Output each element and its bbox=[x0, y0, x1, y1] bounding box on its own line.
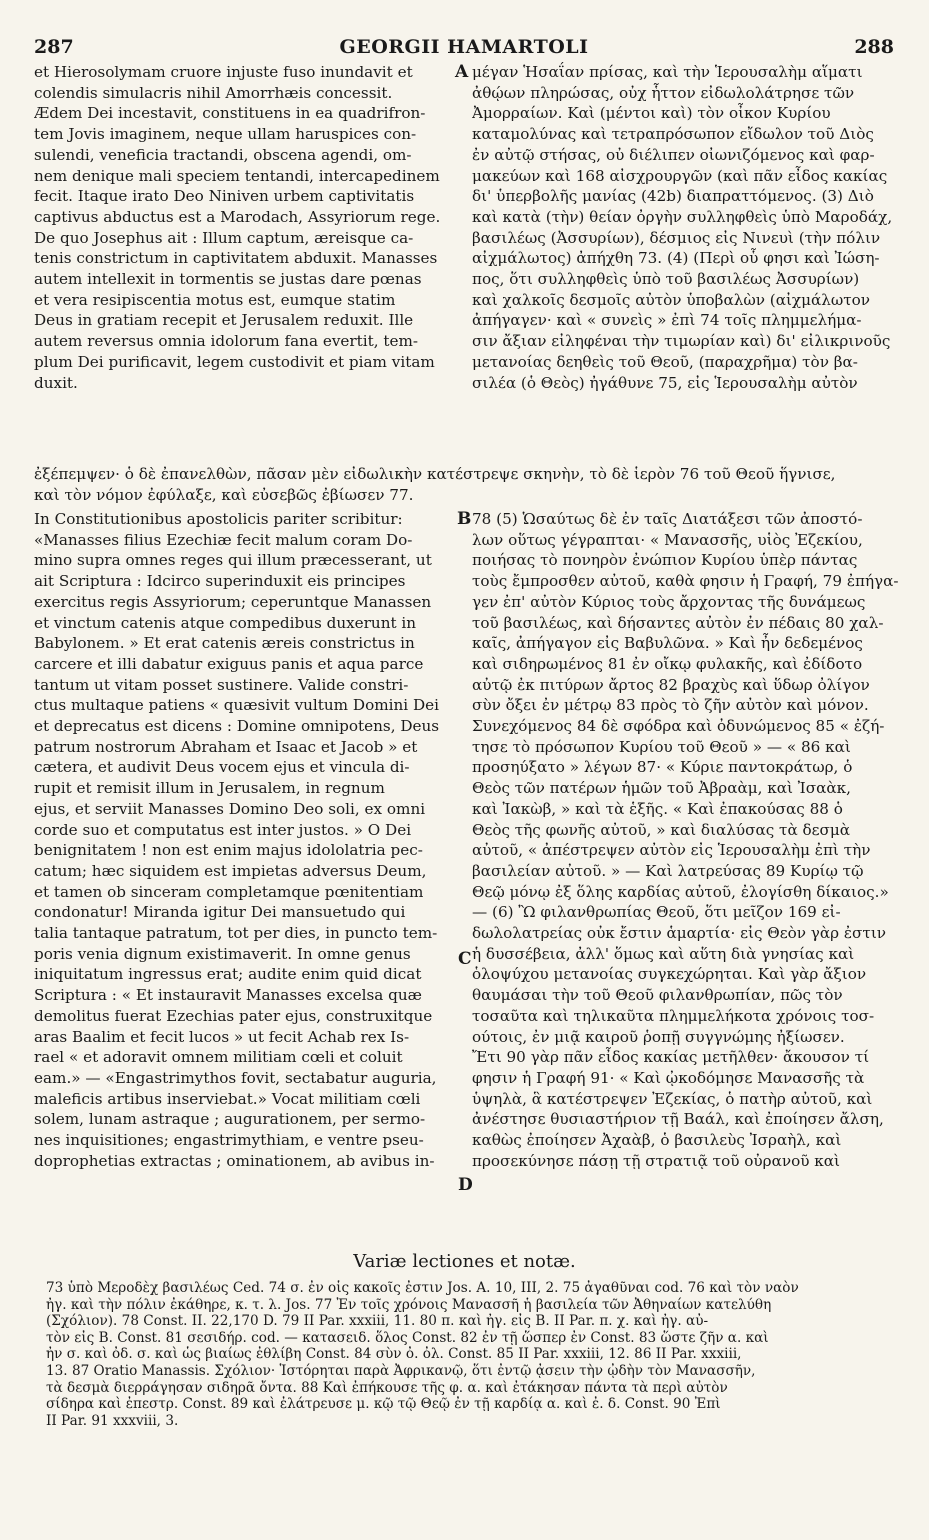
text-line: fecit. Itaque irato Deo Niniven urbem captivitatis bbox=[34, 187, 415, 206]
text-line: τὰ δεσμὰ διερράγησαν σιδηρᾶ ὄντα. 88 Καὶ ἐπήκουσε τῆς φ. α. καὶ ἐτάκησαν πάντα τὰ περὶ αὐτὸν bbox=[46, 1379, 728, 1396]
text-line: δωλολατρείας οὐκ ἔστιν ἁμαρτία· εἰς Θεὸν γὰρ ἐστιν bbox=[472, 924, 887, 943]
text-line: τοῦ βασιλέως, καὶ δήσαντες αὐτὸν ἐν πέδαις 80 χαλ- bbox=[472, 613, 884, 632]
text-line: rupit et remisit illum in Jerusalem, in regnum bbox=[34, 779, 385, 798]
text-line: σίδηρα καὶ ἐπεστρ. Const. 89 καὶ ἐλάτρευσε μ. κῷ τῷ Θεῷ ἐν τῇ καρδίᾳ α. καὶ ἐ. δ. Const. 90 Ἐπὶ bbox=[46, 1396, 721, 1413]
text-line: τοὺς ἔμπροσθεν αὐτοῦ, καθὰ φησιν ἡ Γραφή, 79 ἐπήγα- bbox=[472, 572, 899, 591]
text-line: ἀθῴων πληρώσας, οὐχ ἧττον εἰδωλολάτρησε τῶν bbox=[472, 83, 855, 102]
text-line: καῖς, ἀπήγαγον εἰς Βαβυλῶνα. » Καὶ ἦν δεδεμένος bbox=[472, 634, 863, 653]
text-line: autem intellexit in tormentis se justas dare pœnas bbox=[34, 270, 422, 289]
text-line: λων οὕτως γέγραπται· « Μανασσῆς, υἱὸς Ἐζεκίου, bbox=[472, 530, 863, 549]
text-line: et tamen ob sinceram completamque pœnitentiam bbox=[34, 882, 424, 901]
greek-spanning-text bbox=[34, 464, 904, 505]
text-line: Ἔτι 90 γὰρ πᾶν εἶδος κακίας μετῆλθεν· ἄκουσον τί bbox=[472, 1048, 870, 1067]
text-line: ἀπήγαγεν· καὶ « συνεὶς » ἐπὶ 74 τοῖς πλημμελήμα- bbox=[472, 311, 862, 330]
text-line: βασιλείαν αὐτοῦ. » — Καὶ λατρεύσας 89 Κυρίῳ τῷ bbox=[472, 861, 864, 880]
text-line: ἐν αὐτῷ στήσας, οὐ διέλιπεν οἰωνιζόμενος καὶ φαρ- bbox=[472, 145, 875, 164]
text-line: autem reversus omnia idolorum fana evertit, tem- bbox=[34, 332, 418, 351]
text-line: καὶ χαλκοῖς δεσμοῖς αὐτὸν ὑποβαλὼν (αἰχμάλωτον bbox=[472, 290, 871, 309]
text-line: benignitatem ! non est enim majus idololatria pec- bbox=[34, 841, 423, 860]
text-line: solem, lunam astraque ; augurationem, per sermo- bbox=[34, 1110, 426, 1129]
text-line: Babylonem. » Et erat catenis æreis constrictus in bbox=[34, 634, 415, 653]
text-line: μετανοίας δεηθεὶς τοῦ Θεοῦ, (παραχρῆμα) τὸν βα- bbox=[472, 352, 858, 371]
notes-heading: Variæ lectiones et notæ. bbox=[353, 1251, 576, 1272]
text-line: ἡ δυσσέβεια, ἀλλ' ὅμως καὶ αὕτη διὰ γνησίας καὶ bbox=[472, 944, 855, 963]
text-line: iniquitatum ingressus erat; audite enim quid dicat bbox=[34, 965, 422, 984]
text-line: et vinctum catenis atque compedibus duxerunt in bbox=[34, 613, 417, 632]
page-header bbox=[34, 36, 894, 58]
text-line: Συνεχόμενος 84 δὲ σφόδρα καὶ ὀδυνώμενος 85 « ἐζή- bbox=[472, 717, 885, 736]
text-line: μέγαν Ἡσαΐαν πρίσας, καὶ τὴν Ἱερουσαλὴμ αἵματι bbox=[472, 63, 863, 81]
text-line: — (6) Ὢ φιλανθρωπίας Θεοῦ, ὅτι μεῖζον 169 εἰ- bbox=[472, 903, 841, 922]
text-line: rael « et adoravit omnem militiam cœli et coluit bbox=[34, 1048, 403, 1067]
text-line: mino supra omnes reges qui illum præcesserant, ut bbox=[34, 551, 432, 570]
text-line: catum; hæc siquidem est impietas adversus Deum, bbox=[34, 861, 427, 880]
text-line: καὶ Ἰακὼβ, » καὶ τὰ ἑξῆς. « Καὶ ἐπακούσας 88 ὁ bbox=[472, 799, 843, 818]
text-line: ἦν σ. καὶ ὀδ. σ. καὶ ὡς βιαίως ἐθλίβη Const. 84 σὺν ὀ. ὀλ. Const. 85 II Par. xxxiii, 12. 86 II Par. xxxiii, bbox=[46, 1346, 742, 1363]
text-line: aras Baalim et fecit lucos » ut fecit Achab rex Is- bbox=[34, 1027, 410, 1046]
page-number-right: 288 bbox=[854, 36, 894, 58]
text-line: βασιλέως (Ἀσσυρίων), δέσμιος εἰς Νινευὶ (τὴν πόλιν bbox=[472, 228, 881, 247]
text-line: ait Scriptura : Idcirco superinduxit eis principes bbox=[34, 572, 406, 591]
variant-notes bbox=[46, 1280, 902, 1429]
text-line: Ædem Dei incestavit, constituens in ea quadrifron- bbox=[34, 104, 426, 123]
greek-column-top bbox=[472, 62, 902, 393]
text-line: sulendi, veneficia tractandi, obscena agendi, om- bbox=[34, 145, 412, 164]
text-line: duxit. bbox=[34, 373, 78, 392]
text-line: τοσαῦτα καὶ τηλικαῦτα πλημμελήκοτα χρόνοις τοσ- bbox=[472, 1006, 875, 1025]
text-line: θαυμάσαι τὴν τοῦ Θεοῦ φιλανθρωπίαν, πῶς τὸν bbox=[472, 986, 843, 1005]
text-line: carcere et illi dabatur exiguus panis et aqua parce bbox=[34, 654, 424, 673]
text-line: καθὼς ἐποίησεν Ἀχαὰβ, ὁ βασιλεὺς Ἰσραὴλ, καὶ bbox=[472, 1131, 842, 1150]
text-line: πος, ὅτι συλληφθεὶς ὑπὸ τοῦ βασιλέως Ἀσσυρίων) bbox=[472, 270, 860, 289]
text-line: II Par. 91 xxxviii, 3. bbox=[46, 1412, 179, 1429]
text-line: poris venia dignum existimaverit. In omne genus bbox=[34, 944, 411, 963]
text-line: De quo Josephus ait : Illum captum, æreisque ca- bbox=[34, 228, 414, 247]
text-line: eam.» — «Engastrimythos fovit, sectabatur auguria, bbox=[34, 1068, 437, 1087]
text-line: demolitus fuerat Ezechias pater ejus, construxitque bbox=[34, 1006, 433, 1025]
text-line: et Hierosolymam cruore injuste fuso inundavit et bbox=[34, 63, 413, 81]
text-line: φησιν ἡ Γραφή 91· « Καὶ ᾠκοδόμησε Μανασσῆς τὰ bbox=[472, 1068, 865, 1087]
section-marker-b: B bbox=[457, 509, 472, 529]
text-line: γεν ἐπ' αὐτὸν Κύριος τοὺς ἄρχοντας τῆς δυνάμεως bbox=[472, 592, 866, 611]
text-line: tenis constrictum in captivitatem abduxit. Manasses bbox=[34, 249, 438, 268]
text-line: colendis simulacris nihil Amorrhæis concessit. bbox=[34, 83, 393, 102]
text-line: προσεκύνησε πάσῃ τῇ στρατιᾷ τοῦ οὐρανοῦ καὶ bbox=[472, 1151, 840, 1170]
text-line: προσηύξατο » λέγων 87· « Κύριε παντοκράτωρ, ὁ bbox=[472, 758, 853, 777]
text-line: doprophetias extractas ; ominationem, ab avibus in- bbox=[34, 1151, 435, 1170]
text-line: cætera, et audivit Deus vocem ejus et vincula di- bbox=[34, 758, 410, 777]
text-line: Θεὸς τῆς φωνῆς αὐτοῦ, » καὶ διαλύσας τὰ δεσμὰ bbox=[472, 820, 851, 839]
text-line: nes inquisitiones; engastrimythiam, e ventre pseu- bbox=[34, 1131, 424, 1150]
text-line: αὐτῷ ἐκ πιτύρων ἄρτος 82 βραχὺς καὶ ὕδωρ ὀλίγον bbox=[472, 675, 870, 694]
text-line: Deus in gratiam recepit et Jerusalem reduxit. Ille bbox=[34, 311, 414, 330]
text-line: ἐξέπεμψεν· ὁ δὲ ἐπανελθὼν, πᾶσαν μὲν εἰδωλικὴν κατέστρεψε σκηνὴν, τὸ δὲ ἱερὸν 76 τοῦ Θεοῦ ἥγνισε, bbox=[34, 465, 836, 483]
text-line: captivus abductus est a Marodach, Assyriorum rege. bbox=[34, 207, 441, 226]
text-line: Θεὸς τῶν πατέρων ἡμῶν τοῦ Ἀβραὰμ, καὶ Ἰσαὰκ, bbox=[472, 779, 851, 798]
text-line: ἀνέστησε θυσιαστήριον τῇ Βαάλ, καὶ ἐποίησεν ἄλση, bbox=[472, 1110, 884, 1129]
text-line: «Manasses filius Ezechiæ fecit malum coram Do- bbox=[34, 530, 413, 549]
text-line: 13. 87 Oratio Manassis. Σχόλιον· Ἱστόρηται παρὰ Ἀφρικανῷ, ὅτι ἐντῷ ᾆσειν τὴν ᾠδὴν τὸν Μανασσῆν, bbox=[46, 1362, 756, 1379]
text-line: Scriptura : « Et instauravit Manasses excelsa quæ bbox=[34, 986, 422, 1005]
text-line: ctus multaque patiens « quæsivit vultum Domini Dei bbox=[34, 696, 439, 715]
latin-column-bottom bbox=[34, 509, 452, 1172]
text-line: καὶ κατὰ (τὴν) θείαν ὀργὴν συλληφθεὶς ὑπὸ Μαροδάχ, bbox=[472, 207, 893, 226]
text-line: ούτοις, ἐν μιᾷ καιροῦ ῥοπῇ συγγνώμης ἠξίωσεν. bbox=[472, 1027, 845, 1046]
latin-column-top bbox=[34, 62, 452, 393]
text-line: et vera resipiscentia motus est, eumque statim bbox=[34, 290, 396, 309]
page-number-left: 287 bbox=[34, 36, 74, 58]
section-marker-d: D bbox=[458, 1175, 473, 1195]
text-line: ποιήσας τὸ πονηρὸν ἐνώπιον Κυρίου ὑπὲρ πάντας bbox=[472, 551, 858, 570]
text-line: αὐτοῦ, « ἀπέστρεψεν αὐτὸν εἰς Ἱερουσαλὴμ ἐπὶ τὴν bbox=[472, 841, 871, 860]
text-line: καταμολύνας καὶ τετραπρόσωπον εἴδωλον τοῦ Διὸς bbox=[472, 125, 874, 144]
text-line: In Constitutionibus apostolicis pariter scribitur: bbox=[34, 510, 403, 528]
text-line: maleficis artibus inserviebat.» Vocat militiam cœli bbox=[34, 1089, 421, 1108]
section-marker-a: A bbox=[455, 62, 469, 82]
text-line: αἰχμάλωτος) ἀπήχθη 73. (4) (Περὶ οὗ φησι καὶ Ἰώση- bbox=[472, 249, 880, 268]
text-line: patrum nostrorum Abraham et Isaac et Jacob » et bbox=[34, 737, 418, 756]
text-line: tantum ut vitam posset sustinere. Valide constri- bbox=[34, 675, 409, 694]
text-line: tem Jovis imaginem, neque ullam haruspices con- bbox=[34, 125, 417, 144]
text-line: σιλέα (ὁ Θεὸς) ἠγάθυνε 75, εἰς Ἱερουσαλὴμ αὐτὸν bbox=[472, 373, 858, 392]
text-line: 78 (5) Ὡσαύτως δὲ ἐν ταῖς Διατάξεσι τῶν ἀποστό- bbox=[472, 510, 863, 528]
text-line: τησε τὸ πρόσωπον Κυρίου τοῦ Θεοῦ » — « 86 καὶ bbox=[472, 737, 851, 756]
text-line: τὸν εἰς B. Const. 81 σεσιδήρ. cod. — κατασειδ. ὅλος Const. 82 ἐν τῇ ὥσπερ ἐν Const. 83 ὥστε ζῆν α. καὶ bbox=[46, 1329, 769, 1346]
text-line: nem denique mali speciem tentandi, intercapedinem bbox=[34, 166, 440, 185]
section-marker-c: C bbox=[458, 949, 472, 969]
text-line: exercitus regis Assyriorum; ceperuntque Manassen bbox=[34, 592, 432, 611]
text-line: corde suo et computatus est inter justos. » O Dei bbox=[34, 820, 412, 839]
text-line: 73 ὑπὸ Μεροδὲχ βασιλέως Ced. 74 σ. ἐν οἷς κακοῖς ἐστιν Jos. A. 10, III, 2. 75 ἀγαθῦναι cod. 76 καὶ τὸν ναὸν bbox=[46, 1280, 799, 1296]
text-line: plum Dei purificavit, legem custodivit et piam vitam bbox=[34, 352, 435, 371]
text-line: δι' ὑπερβολῆς μανίας (42b) διαπραττόμενος. (3) Διὸ bbox=[472, 187, 874, 206]
text-line: et deprecatus est dicens : Domine omnipotens, Deus bbox=[34, 717, 440, 736]
text-line: μακεύων καὶ 168 αἰσχρουργῶν (καὶ πᾶν εἶδος κακίας bbox=[472, 166, 888, 185]
text-line: (Σχόλιον). 78 Const. II. 22,170 D. 79 II Par. xxxiii, 11. 80 π. καὶ ἠγ. εἰς B. II Par. π. χ. καὶ ἠγ. αὐ- bbox=[46, 1313, 709, 1330]
text-line: καὶ σιδηρωμένος 81 ἐν οἴκῳ φυλακῆς, καὶ ἐδίδοτο bbox=[472, 654, 863, 673]
text-line: talia tantaque patratum, tot per dies, in puncto tem- bbox=[34, 924, 438, 943]
text-line: σὺν ὄξει ἐν μέτρῳ 83 πρὸς τὸ ζῆν αὐτὸν καὶ μόνον. bbox=[472, 696, 869, 715]
text-line: καὶ τὸν νόμον ἐφύλαξε, καὶ εὐσεβῶς ἐβίωσεν 77. bbox=[34, 485, 414, 504]
running-title: GEORGII HAMARTOLI bbox=[339, 36, 589, 58]
text-line: ὑψηλὰ, ἃ κατέστρεψεν Ἐζεκίας, ὁ πατὴρ αὐτοῦ, καὶ bbox=[472, 1089, 873, 1108]
text-line: σιν ἄξιαν εἰληφέναι τὴν τιμωρίαν καὶ) δι' εἰλικρινοῦς bbox=[472, 332, 891, 351]
greek-column-bottom bbox=[472, 509, 902, 1172]
text-line: ἠγ. καὶ τὴν πόλιν ἐκάθηρε, κ. τ. λ. Jos. 77 Ἐν τοῖς χρόνοις Μανασσῆ ἡ βασιλεία τῶν Ἀθηναίων κατελύθη bbox=[46, 1296, 772, 1313]
text-line: Θεῷ μόνῳ ἐξ ὅλης καρδίας αὐτοῦ, ἐλογίσθη δίκαιος.» bbox=[472, 882, 889, 901]
text-line: ὁλοψύχου μετανοίας συγκεχώρηται. Καὶ γὰρ ἄξιον bbox=[472, 965, 867, 984]
text-line: ejus, et serviit Manasses Domino Deo soli, ex omni bbox=[34, 799, 426, 818]
text-line: Ἀμορραίων. Καὶ (μέντοι καὶ) τὸν οἶκον Κυρίου bbox=[472, 104, 831, 123]
text-line: condonatur! Miranda igitur Dei mansuetudo qui bbox=[34, 903, 406, 922]
